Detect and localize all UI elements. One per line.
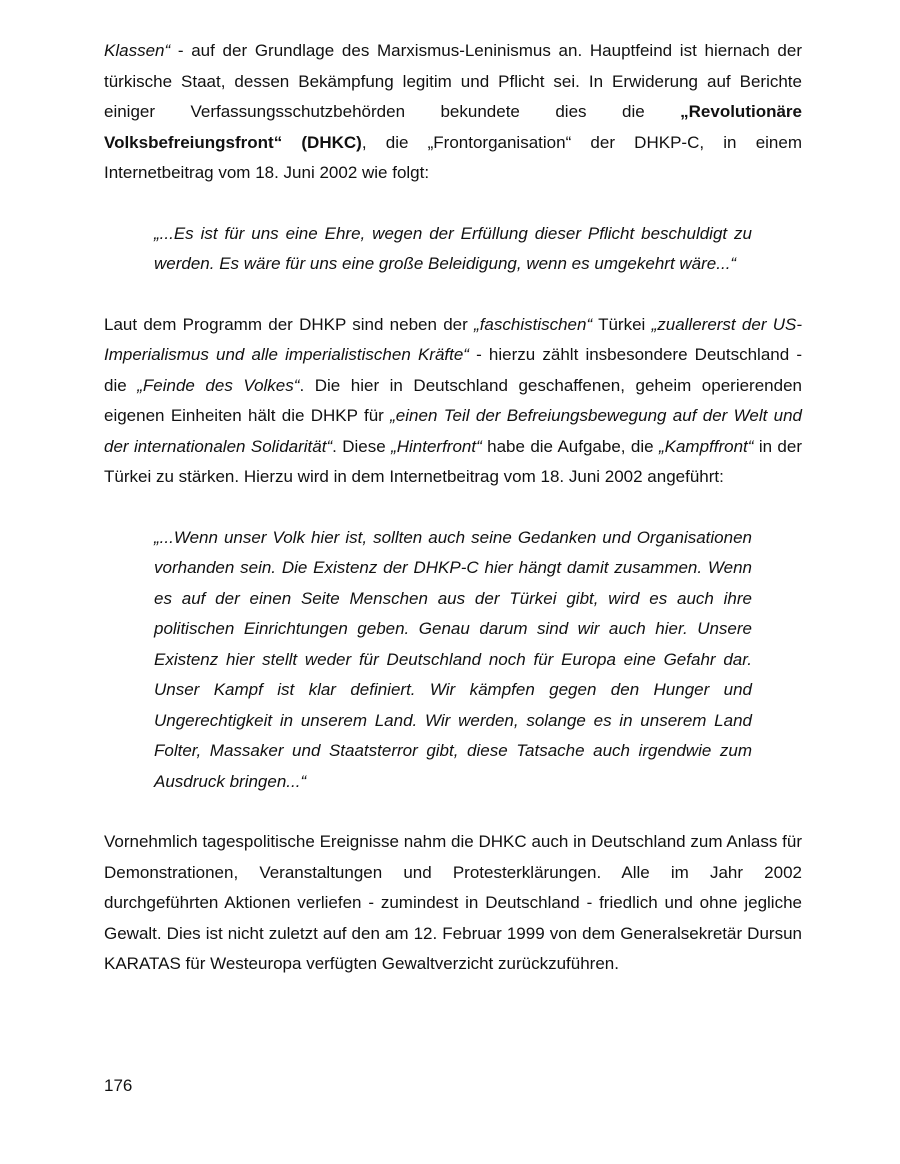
paragraph-aktionen: Vornehmlich tagespolitische Ereignisse nahm die DHKC auch in Deutschland zum Anlass für Demonstrationen, Veranstaltungen und Protesterklärungen. Alle im Jahr 2002 durchgeführten Aktionen verliefen - zumindest in Deutschland - friedlich und ohne jegliche Gewalt. Dies ist nicht zuletzt auf den am 12. Februar 1999 von dem Generalsekretär Dursun KARATAS für Westeuropa verfügten Gewaltverzicht zurückzuführen. [104,832,802,973]
quote-volk-hier: „...Wenn unser Volk hier ist, sollten auch seine Gedanken und Organisationen vorhanden sein. Die Existenz der DHKP-C hier hängt damit zusammen. Wenn es auf der einen Seite Menschen aus der Türkei gibt, wird es auch ihre politischen Einrichtungen geben. Genau darum sind wir auch hier. Unsere Existenz hier stellt weder für Deutschland noch für Europa eine Gefahr dar. Unser Kampf ist klar definiert. Wir kämpfen gegen den Hunger und Ungerechtigkeit in unserem Land. Wir werden, solange es in unserem Land Folter, Massaker und Staatsterror gibt, diese Tatsache auch irgendwie zum Ausdruck bringen...“ [154,527,752,791]
text-tuerkei: Türkei [592,314,652,334]
text-dhkc-name: „Revolutionäre Volksbefreiungsfront“ (DHKC) [104,102,802,152]
text-faschistischen: „faschistischen“ [474,314,593,334]
text-frontorganisation: , die „Frontorganisation“ der DHKP-C, in einem Internetbeitrag vom 18. Juni 2002 wie folgt: [104,132,802,182]
document-page [104,36,802,980]
text-kampffront: „Kampffront“ [658,436,754,456]
text-deutschland: - hierzu zählt insbesondere Deutschland - die [104,345,802,395]
quote-ehre: „...Es ist für uns eine Ehre, wegen der Erfüllung dieser Pflicht beschuldigt zu werden. Es wäre für uns eine große Beleidigung, wenn es umgekehrt wäre...“ [154,223,752,273]
paragraph-dhkp-programm [104,310,802,493]
text-einheiten: . Die hier in Deutschland geschaffenen, geheim operierenden eigenen Einheiten hält die DHKP für [104,375,802,425]
text-diese: . Diese [332,436,392,456]
text-feinde-des-volkes: „Feinde des Volkes“ [137,375,300,395]
page-number: 176 [104,1076,133,1095]
text-klassen: Klassen“ [104,41,171,60]
text-hinterfront: „Hinterfront“ [391,436,482,456]
text-us-imperialismus: „zuallererst der US-Imperialismus und alle imperialistischen Kräfte“ [104,314,803,364]
text-laut-programm: Laut dem Programm der DHKP sind neben der [104,314,475,334]
text-befreiungsbewegung: „einen Teil der Befreiungsbewegung auf der Welt und der internationalen Solidarität“ [104,406,802,456]
text-internetbeitrag: in der Türkei zu stärken. Hierzu wird in dem Internetbeitrag vom 18. Juni 2002 angeführt: [104,436,802,486]
text-aufgabe: habe die Aufgabe, die [481,436,659,456]
text-hauptfeind: - auf der Grundlage des Marxismus-Leninismus an. Hauptfeind ist hiernach der türkische Staat, dessen Bekämpfung legitim und Pflicht sei. In Erwiderung auf Berichte einiger Verfassungsschutzbehörden bekundete dies die [104,41,802,121]
paragraph-dhkc-intro [104,36,802,189]
